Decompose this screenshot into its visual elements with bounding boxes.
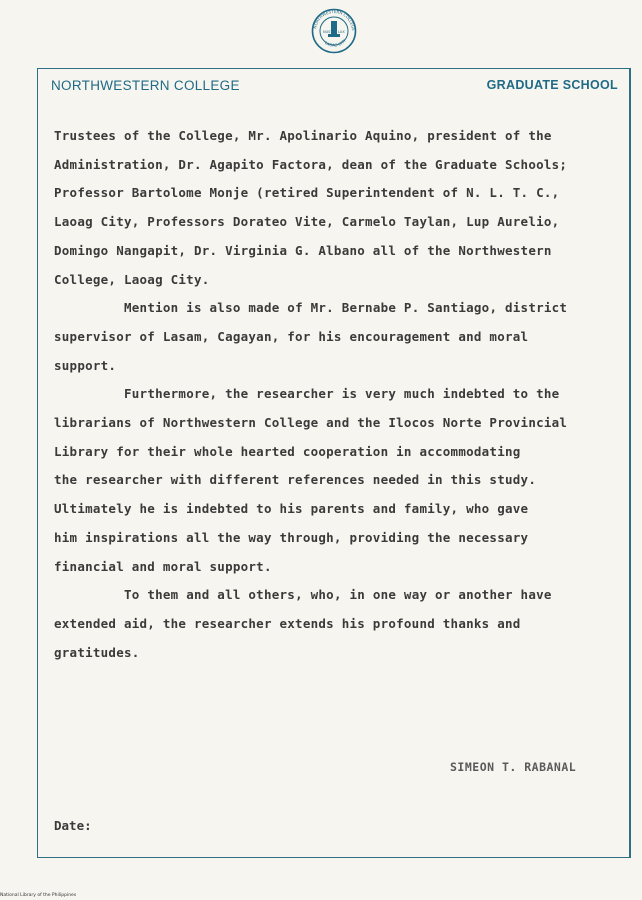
text-line: support. (54, 357, 117, 373)
signature-name: SIMEON T. RABANAL (450, 760, 577, 774)
paragraph-trustees (54, 122, 628, 294)
seal-bottom-text: LAOAG CITY (324, 37, 347, 48)
text-line: supervisor of Lasam, Cagayan, for his encouragement and moral (54, 328, 529, 344)
text-line: financial and moral support. (54, 558, 272, 574)
text-line: Laoag City, Professors Dorateo Vite, Carmelo Taylan, Lup Aurelio, (54, 214, 560, 230)
text-line: College, Laoag City. (54, 271, 210, 287)
paragraph-furthermore (54, 380, 628, 581)
college-seal (311, 8, 357, 54)
svg-text:LAOAG CITY (324, 38, 347, 48)
text-line: To them and all others, who, in one way or another have (124, 587, 552, 603)
text-line: him inspirations all the way through, providing the necessary (54, 529, 529, 545)
text-line: Furthermore, the researcher is very much indebted to the (124, 386, 560, 402)
seal-right-word: LUX (338, 30, 345, 34)
seal-left-word: NUST (323, 30, 333, 34)
text-line: Ultimately he is indebted to his parents and family, who gave (54, 501, 529, 517)
text-line: Domingo Nangapit, Dr. Virginia G. Albano all of the Northwestern (54, 242, 552, 258)
text-line: Trustees of the College, Mr. Apolinario Aquino, president of the (54, 128, 552, 143)
text-line: gratitudes. (54, 644, 140, 660)
text-line: Professor Bartolome Monje (retired Superintendent of N. L. T. C., (54, 185, 560, 201)
acknowledgment-body (54, 122, 628, 667)
footer-credit: National Library of the Philippines (0, 893, 77, 898)
text-line: the researcher with different references needed in this study. (54, 472, 537, 488)
paragraph-mention (54, 294, 628, 380)
seal-top-text: NORTHWESTERN COLLEGE (312, 8, 357, 32)
paragraph-closing (54, 581, 628, 667)
text-line: extended aid, the researcher extends his profound thanks and (54, 615, 521, 631)
text-line: Mention is also made of Mr. Bernabe P. Santiago, district (124, 300, 568, 316)
text-line: Library for their whole hearted cooperation in accommodating (54, 443, 521, 459)
college-name-heading: NORTHWESTERN COLLEGE (51, 78, 240, 93)
graduate-school-heading: GRADUATE SCHOOL (486, 78, 618, 92)
text-line: librarians of Northwestern College and the Ilocos Norte Provincial (54, 415, 568, 431)
text-line: Administration, Dr. Agapito Factora, dean of the Graduate Schools; (54, 156, 568, 172)
date-label: Date: (54, 818, 92, 833)
